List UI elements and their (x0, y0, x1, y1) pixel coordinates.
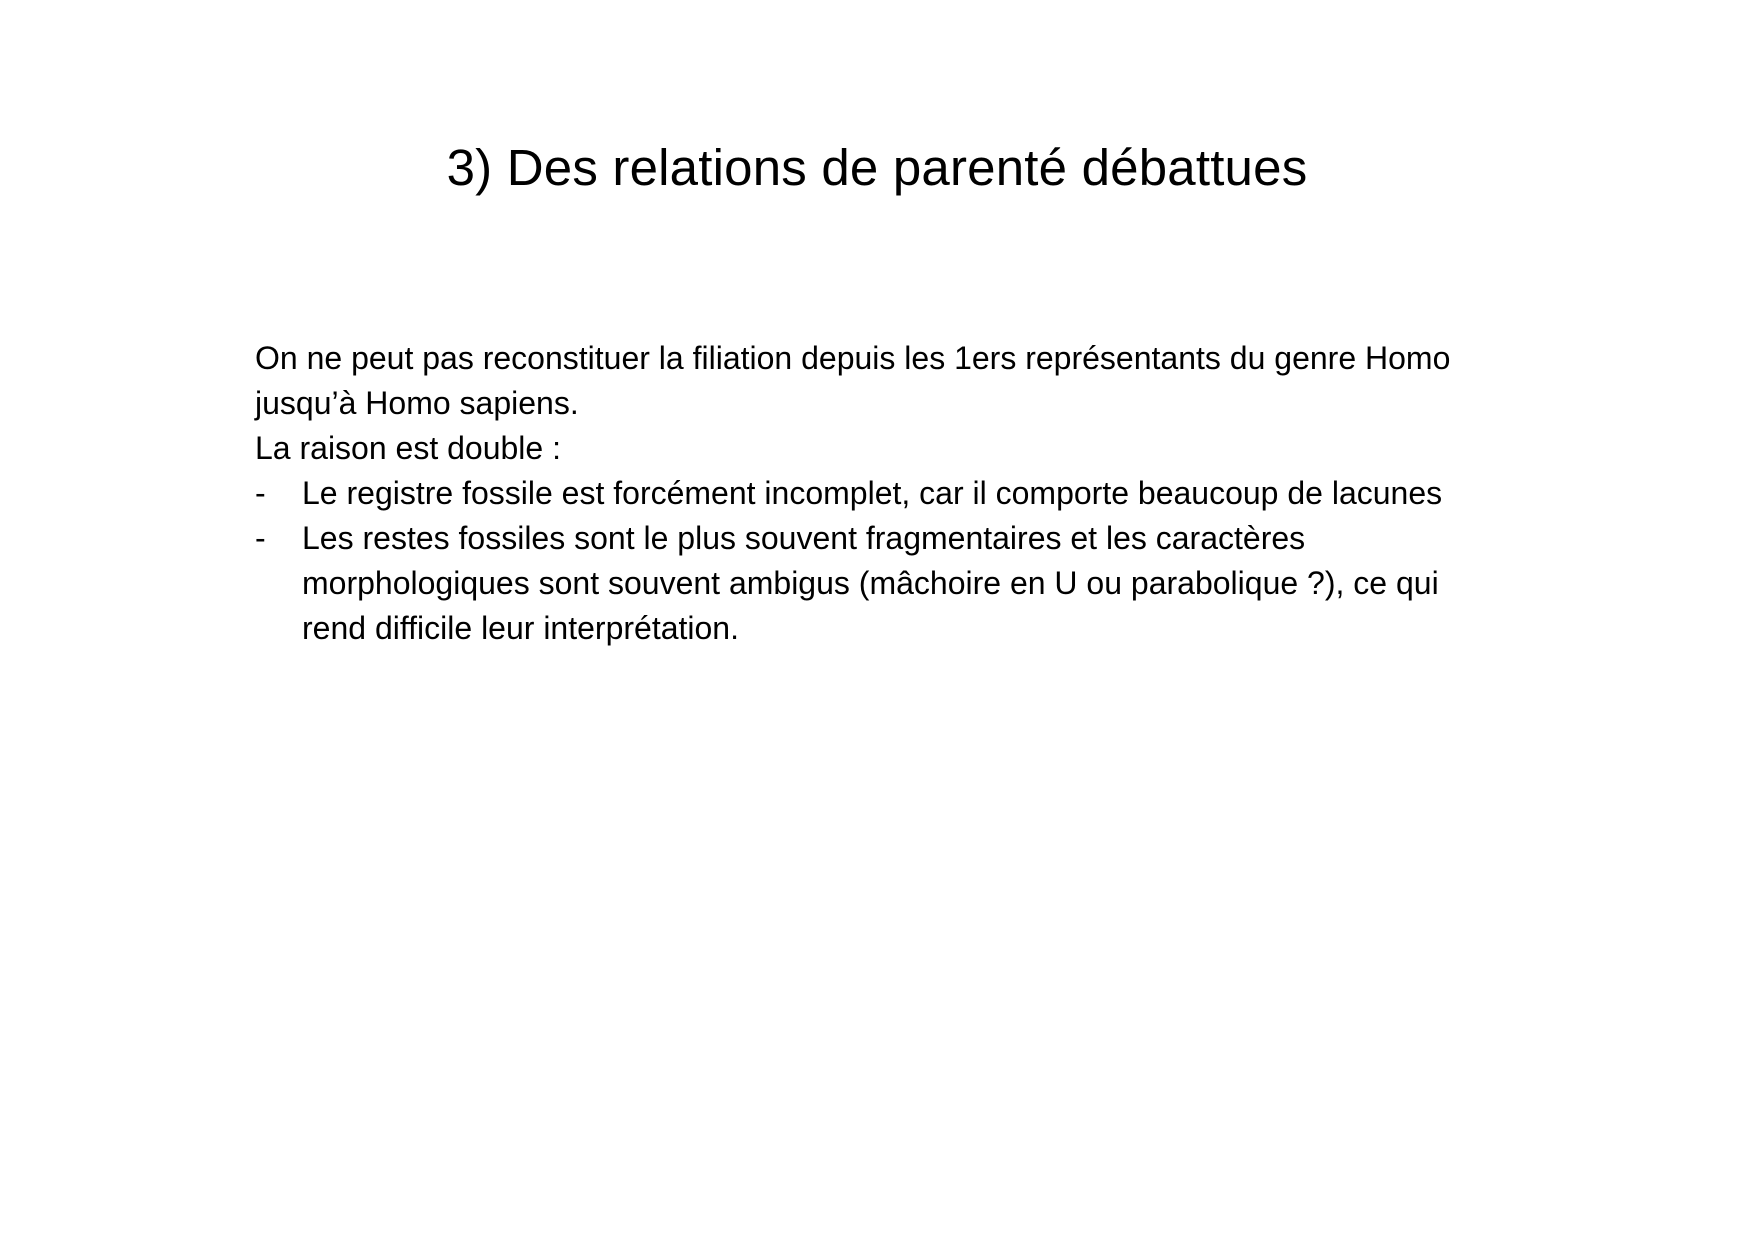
slide-title: 3) Des relations de parenté débattues (446, 139, 1308, 196)
bullet-list (255, 471, 1495, 651)
intro-paragraph: On ne peut pas reconstituer la filiation depuis les 1ers représentants du genre Homo jusqu’à Homo sapiens. (255, 340, 1451, 421)
dash-marker: - (255, 475, 266, 511)
list-item (255, 516, 1495, 651)
list-item-text: Le registre fossile est forcément incomplet, car il comporte beaucoup de lacunes (302, 475, 1443, 511)
slide-body (255, 336, 1495, 651)
list-item (255, 471, 1495, 516)
reason-paragraph: La raison est double : (255, 430, 561, 466)
list-item-text: Les restes fossiles sont le plus souvent fragmentaires et les caractères morphologiques sont souvent ambigus (mâchoire en U ou parabolique ?), ce qui rend difficile leur interprétation. (302, 520, 1439, 646)
dash-marker: - (255, 520, 266, 556)
